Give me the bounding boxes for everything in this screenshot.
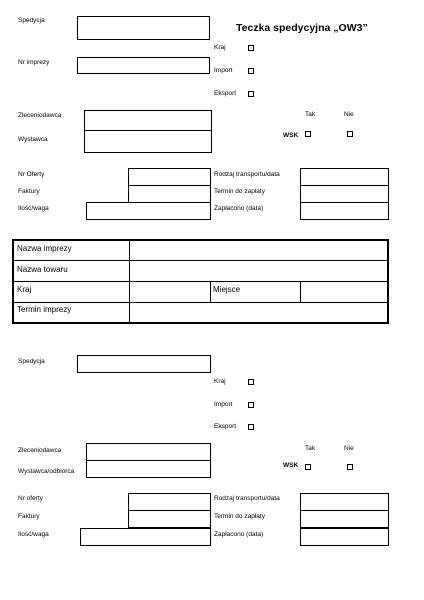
event-table xyxy=(12,239,389,324)
kraj-checkbox[interactable] xyxy=(248,379,254,385)
zleceniodawca-label: Zleceniodawca xyxy=(18,112,62,119)
wystawca-label: Wystawca xyxy=(18,136,48,143)
import-label: Import xyxy=(214,67,233,74)
faktury-label: Faktury xyxy=(18,188,40,195)
eksport-checkbox[interactable] xyxy=(248,91,254,97)
zaplacono-field[interactable] xyxy=(300,202,389,220)
nie-label: Nie xyxy=(344,445,354,452)
spedycja-label: Spedycja xyxy=(18,358,45,365)
spedycja-label: Spedycja xyxy=(18,17,45,24)
ilosc-waga-label: Ilość/waga xyxy=(18,531,49,538)
nazwa-towaru-label: Nazwa towaru xyxy=(17,265,68,274)
wsk-nie-checkbox[interactable] xyxy=(347,464,353,470)
nr-oferty-label: Nr oferty xyxy=(18,495,43,502)
zaplacono-label: Zapłacono (data) xyxy=(214,205,264,212)
miejsce-label: Miejsce xyxy=(213,285,241,294)
nr-imprezy-field[interactable] xyxy=(77,57,210,74)
rodzaj-transportu-label: Rodzaj transportu/data xyxy=(214,495,280,502)
tak-label: Tak xyxy=(305,445,316,452)
rodzaj-transportu-field[interactable] xyxy=(300,493,389,511)
nr-oferty-label: Nr Oferty xyxy=(18,171,45,178)
import-checkbox[interactable] xyxy=(248,402,254,408)
wystawca-field[interactable] xyxy=(86,460,211,478)
zleceniodawca-field[interactable] xyxy=(86,443,211,461)
eksport-label: Eksport xyxy=(214,90,237,97)
zleceniodawca-label: Zleceniodawca xyxy=(18,447,62,454)
rodzaj-transportu-field[interactable] xyxy=(300,168,389,186)
import-label: Import xyxy=(214,401,233,408)
termin-zaplaty-label: Termin do zapłaty xyxy=(214,513,265,520)
spedycja-field[interactable] xyxy=(77,355,211,373)
rodzaj-transportu-label: Rodzaj transportu/data xyxy=(214,171,280,178)
ilosc-waga-field[interactable] xyxy=(86,202,211,220)
ilosc-waga-label: Ilość/waga xyxy=(18,205,49,212)
faktury-field[interactable] xyxy=(128,510,211,528)
nr-oferty-field[interactable] xyxy=(128,168,211,186)
wsk-label: WSK xyxy=(283,132,299,139)
eksport-checkbox[interactable] xyxy=(248,424,254,430)
nie-label: Nie xyxy=(344,111,354,118)
kraj-checkbox[interactable] xyxy=(248,45,254,51)
row-kraj-miejsce xyxy=(14,282,387,303)
termin-zaplaty-field[interactable] xyxy=(300,185,389,203)
zaplacono-field[interactable] xyxy=(300,528,389,546)
termin-imprezy-label: Termin imprezy xyxy=(17,305,72,314)
kraj-label: Kraj xyxy=(17,285,32,294)
termin-zaplaty-label: Termin do zapłaty xyxy=(214,188,265,195)
nr-oferty-field[interactable] xyxy=(128,493,211,511)
ilosc-waga-field[interactable] xyxy=(80,528,211,546)
page-title: Teczka spedycyjna „OW3” xyxy=(236,22,368,34)
faktury-label: Faktury xyxy=(18,513,40,520)
wystawca-label: Wystawca/odbiorca xyxy=(18,468,75,475)
zleceniodawca-field[interactable] xyxy=(84,110,212,131)
spedycja-field[interactable] xyxy=(77,16,210,40)
wystawca-field[interactable] xyxy=(84,130,212,153)
wsk-nie-checkbox[interactable] xyxy=(347,131,353,137)
wsk-tak-checkbox[interactable] xyxy=(305,464,311,470)
kraj-label: Kraj xyxy=(214,44,226,51)
row-nazwa-towaru xyxy=(14,261,387,282)
faktury-field[interactable] xyxy=(128,185,211,203)
tak-label: Tak xyxy=(305,111,316,118)
wsk-label: WSK xyxy=(283,462,299,469)
eksport-label: Eksport xyxy=(214,423,237,430)
kraj-label: Kraj xyxy=(214,378,226,385)
wsk-tak-checkbox[interactable] xyxy=(305,131,311,137)
import-checkbox[interactable] xyxy=(248,68,254,74)
nr-imprezy-label: Nr imprezy xyxy=(18,59,50,66)
nazwa-imprezy-label: Nazwa imprezy xyxy=(17,244,72,253)
termin-zaplaty-field[interactable] xyxy=(300,510,389,528)
zaplacono-label: Zapłacono (data) xyxy=(214,531,264,538)
